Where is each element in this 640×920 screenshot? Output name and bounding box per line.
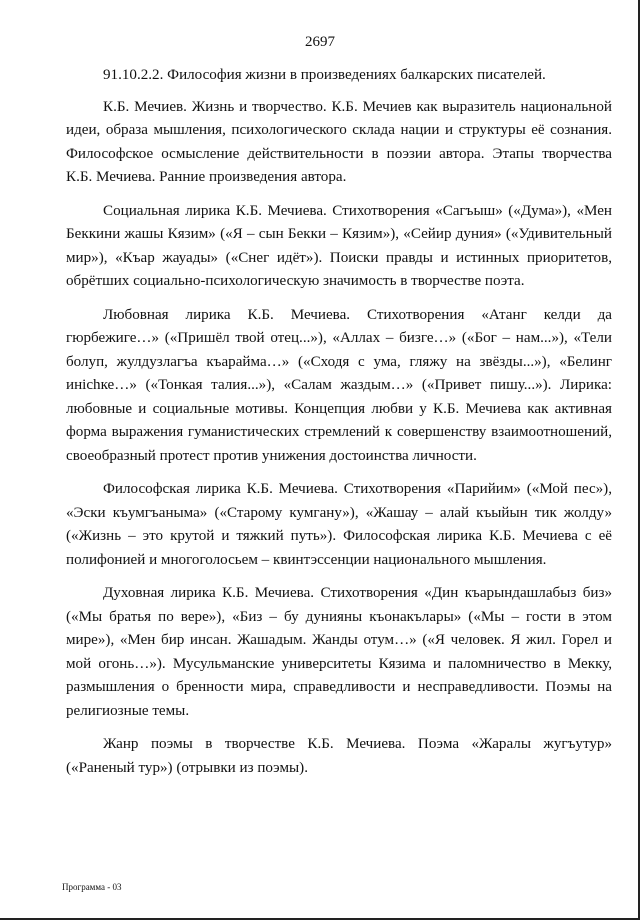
paragraph-poem-genre: Жанр поэмы в творчестве К.Б. Мечиева. Поэма «Жаралы жугъутур» («Раненый тур») (отрывки из поэмы). (66, 736, 612, 776)
section-heading: 91.10.2.2. Философия жизни в произведениях балкарских писателей. (103, 67, 546, 83)
paragraph-love-lyrics: Любовная лирика К.Б. Мечиева. Стихотворения «Атанг келди да гюрбежиге…» («Пришёл твой отец...»), «Аллах – бизге…» («Бог – нам...»), «Тели болуп, жулдузлагъа къарайма…» («Сходя с ума, гляжу на звёзды...»), «Белинг инichке…» («Тонкая талия...»), «Салам жаздым…» («Привет пишу...»). Лирика: любовные и социальные мотивы. Концепция любви у К.Б. Мечиева как активная форма выражения гуманистических стремлений к совершенству взаимоотношений, своеобразный протест против унижения достоинства личности. (66, 306, 612, 464)
paragraph-social-lyrics: Социальная лирика К.Б. Мечиева. Стихотворения «Сагъыш» («Дума»), «Мен Беккини жашы Кязим» («Я – сын Бекки – Кязим»), «Сейир дуния» («Удивительный мир»), «Къар жауады» («Снег идёт»). Поиски правды и истинных приоритетов, обрётших социально-психологическую значимость в творчестве поэта. (66, 202, 612, 289)
paragraph-biography: К.Б. Мечиев. Жизнь и творчество. К.Б. Мечиев как выразитель национальной идеи, образа мышления, психологического склада нации и структуры её сознания. Философское осмысление действительности в поэзии автора. Этапы творчества К.Б. Мечиева. Ранние произведения автора. (66, 98, 612, 185)
document-body (66, 64, 612, 790)
page-number: 2697 (305, 34, 335, 50)
paragraph-spiritual-lyrics: Духовная лирика К.Б. Мечиева. Стихотворения «Дин къарындашлабыз биз» («Мы братья по вере»), «Биз – бу дунияны къонакълары» («Мы – гости в этом мире»), «Мен бир инсан. Жашадым. Жанды отум…» («Я человек. Я жил. Горел и мой огонь…»). Мусульманские университеты Кязима и паломничество в Мекку, размышления о бренности мира, справедливости и несправедливости. Поэмы на религиозные темы. (66, 585, 612, 719)
footer-label: Программа - 03 (62, 882, 122, 892)
paragraph-philosophical-lyrics: Философская лирика К.Б. Мечиева. Стихотворения «Парийим» («Мой пес»), «Эски къумгъаныма» («Старому кумгану»), «Жашау – алай къыйын тик жолду» («Жизнь – это крутой и тяжкий путь»). Философская лирика К.Б. Мечиева с её полифонией и многоголосьем – квинтэссенции национального мышления. (66, 481, 612, 568)
